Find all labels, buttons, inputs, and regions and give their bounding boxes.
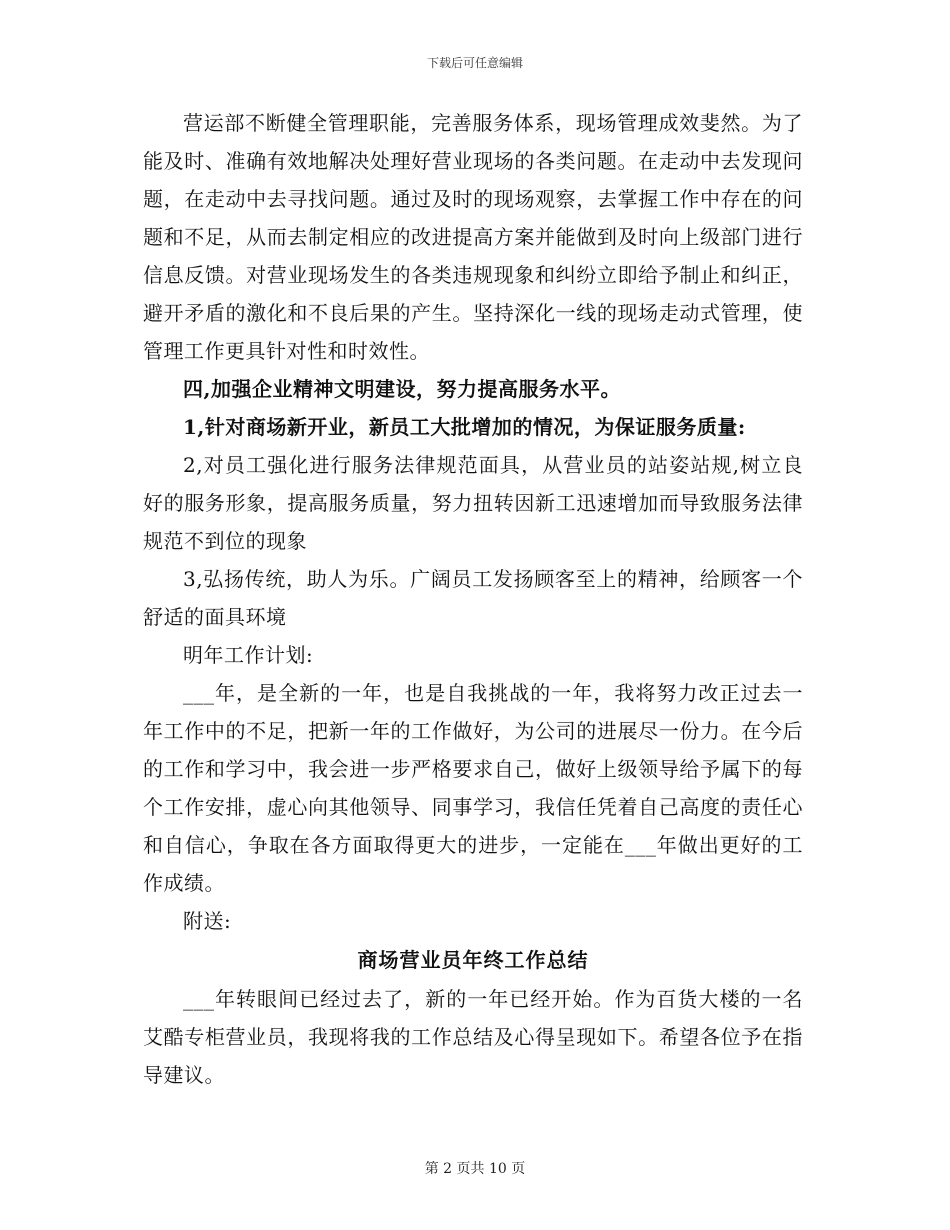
page-header: 下载后可任意编辑 — [426, 56, 523, 70]
section-title: 商场营业员年终工作总结 — [357, 948, 589, 972]
heading-item-one: 1,针对商场新开业，新员工大批增加的情况，为保证服务质量: — [183, 415, 746, 439]
paragraph-summary-intro: ___年转眼间已经过去了，新的一年已经开始。作为百货大楼的一名艾酷专柜营业员，我现将我的工作总结及心得呈现如下。希望各位予在指导建议。 — [143, 987, 803, 1087]
paragraph-item-three: 3,弘扬传统，助人为乐。广阔员工发扬顾客至上的精神，给顾客一个舒适的面具环境 — [143, 567, 803, 629]
paragraph-item-two: 2,对员工强化进行服务法律规范面具，从营业员的站姿站规,树立良好的服务形象，提高服务质量，努力扭转因新工迅速增加而导致服务法律规范不到位的现象 — [143, 453, 803, 553]
attachment-label: 附送: — [183, 909, 232, 933]
paragraph-plan: ___年，是全新的一年，也是自我挑战的一年，我将努力改正过去一年工作中的不足，把新一年的工作做好，为公司的进展尽一份力。在今后的工作和学习中，我会进一步严格要求自己，做好上级领导给予属下的每个工作安排，虚心向其他领导、同事学习，我信任凭着自己高度的责任心和自信心，争取在各方面取得更大的进步，一定能在___年做出更好的工作成绩。 — [143, 681, 803, 895]
page-footer: 第 2 页共 10 页 — [424, 1161, 526, 1177]
plan-label: 明年工作计划: — [183, 643, 314, 667]
heading-section-four: 四,加强企业精神文明建设，努力提高服务水平。 — [183, 377, 621, 401]
paragraph-operations: 营运部不断健全管理职能，完善服务体系，现场管理成效斐然。为了能及时、准确有效地解决处理好营业现场的各类问题。在走动中去发现问题，在走动中去寻找问题。通过及时的现场观察，去掌握工作中存在的问题和不足，从而去制定相应的改进提高方案并能做到及时向上级部门进行信息反馈。对营业现场发生的各类违规现象和纠纷立即给予制止和纠正，避开矛盾的激化和不良后果的产生。坚持深化一线的现场走动式管理，使管理工作更具针对性和时效性。 — [143, 111, 803, 363]
document-body — [143, 104, 803, 1094]
